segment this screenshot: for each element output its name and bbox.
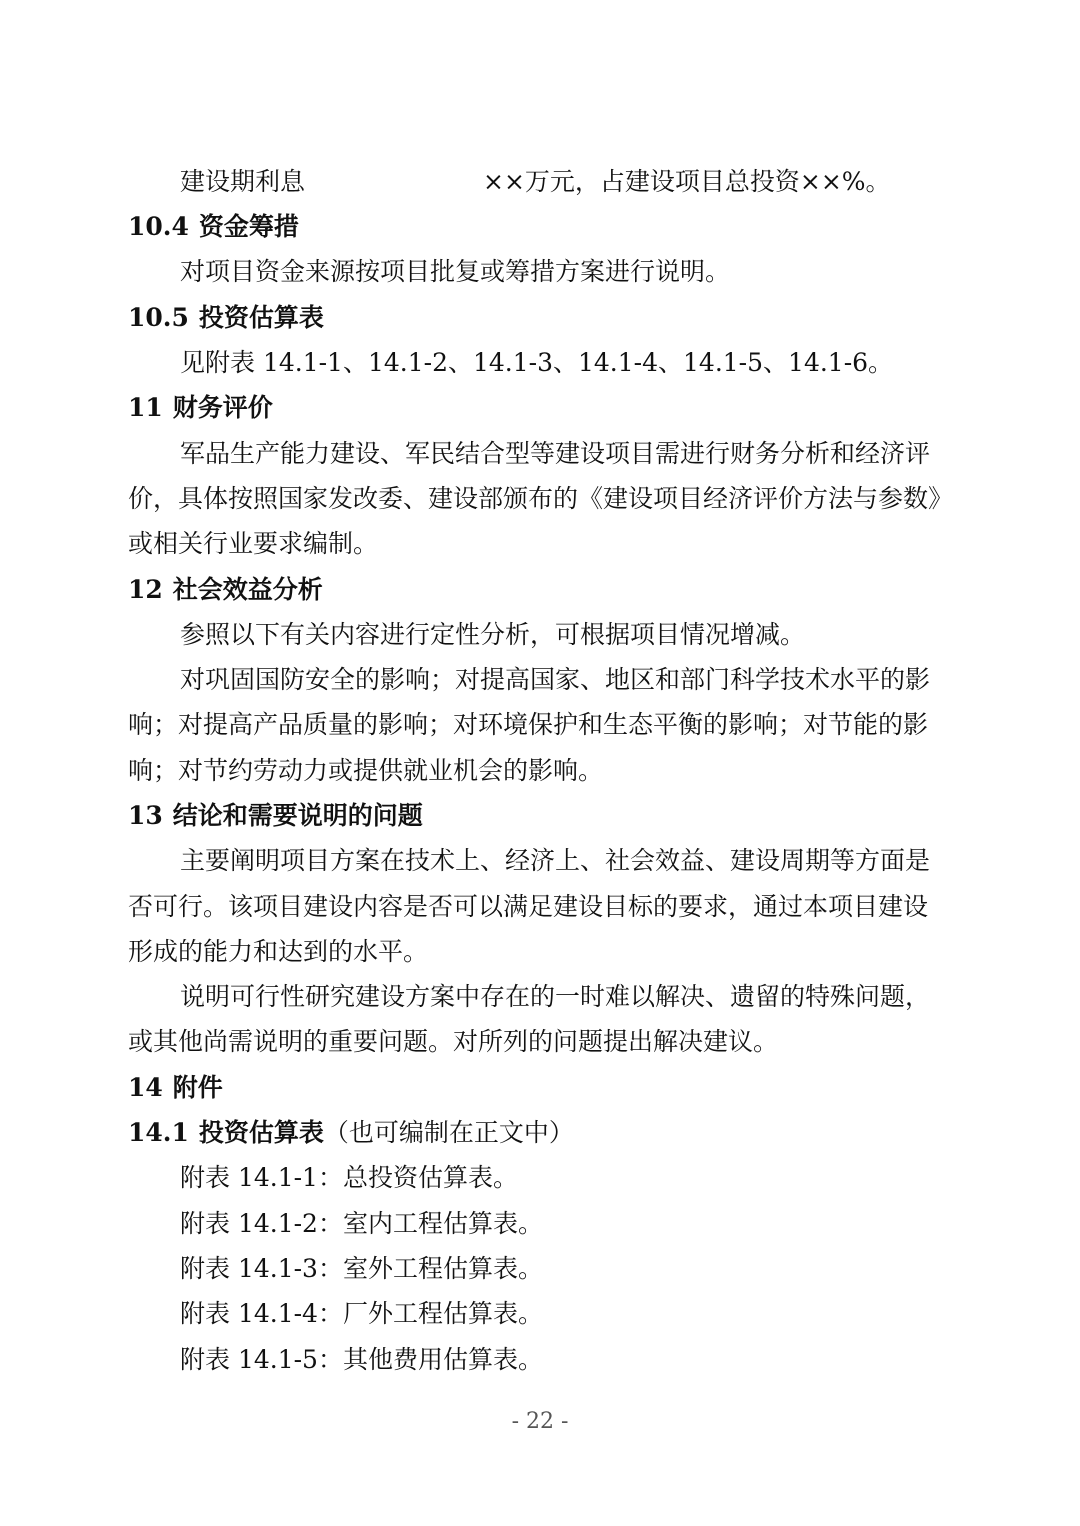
heading-10-4 bbox=[128, 212, 299, 242]
heading-title: 财务评价 bbox=[172, 393, 273, 422]
heading-11 bbox=[128, 393, 273, 423]
paragraph-line: 响；对提高产品质量的影响；对环境保护和生态平衡的影响；对节能的影 bbox=[128, 710, 929, 739]
paragraph-line: 或其他尚需说明的重要问题。对所列的问题提出解决建议。 bbox=[128, 1027, 779, 1056]
paragraph-line: 说明可行性研究建设方案中存在的一时难以解决、遗留的特殊问题， bbox=[180, 982, 931, 1011]
interest-line bbox=[180, 167, 891, 197]
appendix-item: 附表 14.1-5：其他费用估算表。 bbox=[180, 1345, 543, 1374]
paragraph-line: 否可行。该项目建设内容是否可以满足建设目标的要求，通过本项目建设 bbox=[128, 892, 929, 921]
heading-number: 14 bbox=[128, 1073, 163, 1102]
heading-number: 13 bbox=[128, 801, 163, 830]
paragraph-line: 对项目资金来源按项目批复或筹措方案进行说明。 bbox=[180, 257, 731, 286]
paragraph-line: 响；对节约劳动力或提供就业机会的影响。 bbox=[128, 756, 604, 785]
heading-title: 投资估算表 bbox=[198, 303, 324, 332]
paragraph-line: 见附表 14.1-1、14.1-2、14.1-3、14.1-4、14.1-5、14.1-6。 bbox=[180, 348, 894, 377]
appendix-item: 附表 14.1-2：室内工程估算表。 bbox=[180, 1209, 543, 1238]
heading-number: 11 bbox=[128, 393, 163, 422]
heading-title: 资金筹措 bbox=[198, 212, 299, 241]
heading-14 bbox=[128, 1073, 223, 1103]
paragraph-line: 价，具体按照国家发改委、建设部颁布的《建设项目经济评价方法与参数》 bbox=[128, 484, 954, 513]
heading-13 bbox=[128, 801, 423, 831]
heading-title: 结论和需要说明的问题 bbox=[172, 801, 423, 830]
heading-10-5 bbox=[128, 303, 324, 333]
interest-label: 建设期利息 bbox=[180, 167, 306, 196]
heading-title: 附件 bbox=[172, 1073, 223, 1102]
paragraph-line: 军品生产能力建设、军民结合型等建设项目需进行财务分析和经济评 bbox=[180, 439, 931, 468]
heading-12 bbox=[128, 575, 323, 605]
paragraph-line: 形成的能力和达到的水平。 bbox=[128, 937, 429, 966]
paragraph-line: 对巩固国防安全的影响；对提高国家、地区和部门科学技术水平的影 bbox=[180, 665, 931, 694]
heading-title: 社会效益分析 bbox=[172, 575, 323, 604]
appendix-item: 附表 14.1-1：总投资估算表。 bbox=[180, 1163, 518, 1192]
interest-value: ××万元，占建设项目总投资××%。 bbox=[483, 167, 891, 196]
appendix-item: 附表 14.1-3：室外工程估算表。 bbox=[180, 1254, 543, 1283]
heading-number: 12 bbox=[128, 575, 163, 604]
heading-title: 投资估算表 bbox=[198, 1118, 324, 1147]
appendix-item: 附表 14.1-4：厂外工程估算表。 bbox=[180, 1299, 543, 1328]
heading-number: 10.4 bbox=[128, 212, 189, 241]
paragraph-line: 或相关行业要求编制。 bbox=[128, 529, 379, 558]
heading-14-1 bbox=[128, 1118, 574, 1148]
paragraph-line: 参照以下有关内容进行定性分析，可根据项目情况增减。 bbox=[180, 620, 806, 649]
page-number: - 22 - bbox=[511, 1409, 569, 1434]
heading-note: （也可编制在正文中） bbox=[323, 1118, 574, 1147]
heading-number: 14.1 bbox=[128, 1118, 189, 1147]
heading-number: 10.5 bbox=[128, 303, 189, 332]
paragraph-line: 主要阐明项目方案在技术上、经济上、社会效益、建设周期等方面是 bbox=[180, 846, 931, 875]
